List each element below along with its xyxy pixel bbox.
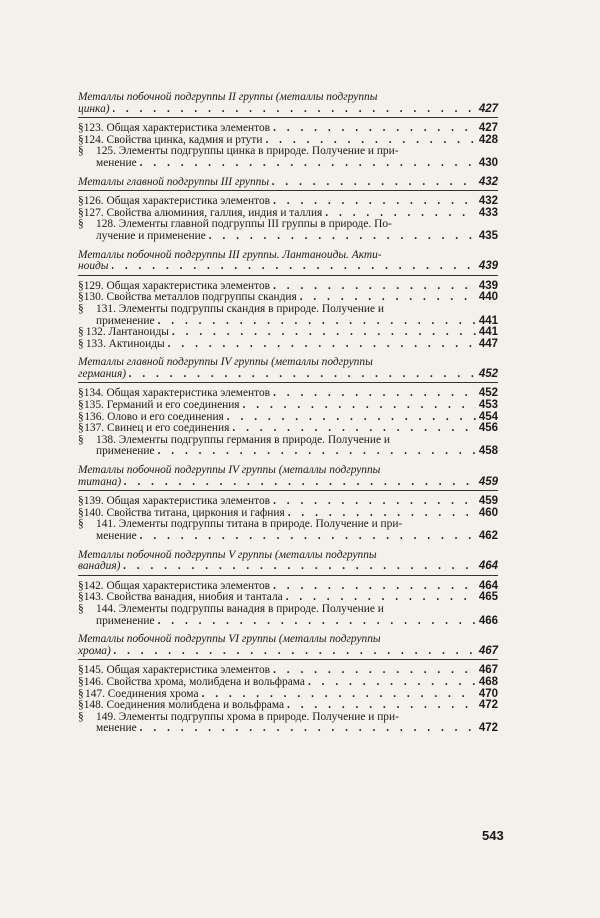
section-title: Металлы побочной подгруппы VI группы (металлы подгруппы [78, 633, 381, 646]
section-header [78, 634, 498, 660]
section-sign: § [78, 433, 84, 446]
page-ref: 432 [478, 175, 498, 188]
page-ref: 470 [478, 687, 498, 700]
entry-title-text: 138. Элементы подгруппы германия в природе. Получение и [96, 433, 391, 446]
dot-leader [158, 616, 476, 628]
dot-leader [273, 281, 476, 293]
entry-title: 129. Общая характеристика элементов [83, 279, 271, 292]
toc-line [78, 231, 498, 243]
section-sign: § [78, 518, 84, 531]
page-ref: 430 [478, 156, 498, 169]
section-title: титана) [78, 475, 122, 488]
section-title: Металлы побочной подгруппы IV группы (металлы подгруппы [78, 464, 381, 477]
page-ref: 459 [478, 475, 498, 488]
page-ref: 427 [478, 122, 498, 135]
dot-leader [272, 177, 476, 189]
page-ref: 440 [478, 291, 498, 304]
page-ref: 458 [478, 445, 498, 458]
section-sign: § [78, 591, 84, 604]
page-ref: 462 [478, 530, 498, 542]
page-ref: 467 [478, 644, 498, 657]
section-sign: § [78, 675, 84, 688]
page-ref: 435 [478, 229, 498, 242]
section-title: Металлы побочной подгруппы III группы. Лантаноиды. Акти- [78, 248, 382, 261]
toc-section [78, 357, 498, 458]
entry-title: 124. Свойства цинка, кадмия и ртути [83, 133, 263, 146]
entry-title: менение [96, 530, 137, 542]
entry-title [78, 604, 498, 616]
toc-entry [78, 519, 498, 542]
entry-title-text: 149. Элементы подгруппы хрома в природе. Получение и при- [96, 710, 399, 723]
section-sign: § [78, 710, 84, 723]
entry-title: лучение и применение [96, 229, 206, 242]
page-ref: 439 [478, 279, 498, 292]
entry-title: 139. Общая характеристика элементов [83, 495, 271, 508]
toc-entry [78, 219, 498, 242]
page-ref: 441 [478, 326, 498, 339]
page-ref: 459 [478, 495, 498, 508]
dot-leader [140, 158, 476, 170]
entry-title-text: 131. Элементы подгруппы скандия в природе. Получение и [96, 302, 384, 315]
section-sign: § [78, 206, 84, 219]
entry-title: менение [96, 722, 137, 735]
section-sign: § [78, 279, 84, 292]
toc-line [78, 477, 498, 489]
page-ref: 433 [478, 206, 498, 219]
dot-leader [114, 646, 476, 658]
section-sign: § [78, 145, 84, 158]
page-ref: 428 [478, 133, 498, 146]
entry-title: 127. Свойства алюминия, галлия, индия и таллия [83, 206, 323, 219]
section-sign: § [78, 195, 84, 208]
section-sign: § [78, 122, 84, 135]
entry-title: 130. Свойства металлов подгруппы скандия [83, 291, 297, 304]
section-sign: § [78, 291, 84, 304]
entry-title: 137. Свинец и его соединения [84, 422, 230, 435]
section-sign: § [78, 664, 84, 677]
section-sign: § [78, 687, 84, 700]
entry-title [78, 519, 498, 531]
toc-line [78, 104, 498, 116]
section-sign: § [78, 410, 84, 423]
section-sign: § [78, 579, 84, 592]
page-ref: 472 [478, 699, 498, 712]
toc-section [78, 177, 498, 243]
entry-title: 146. Свойства хрома, молибдена и вольфрама [83, 675, 305, 688]
dot-leader [158, 446, 476, 458]
toc-section [78, 465, 498, 543]
dot-leader [273, 496, 476, 508]
dot-leader [112, 261, 476, 273]
dot-leader [273, 123, 476, 135]
dot-leader [273, 196, 476, 208]
section-header [78, 250, 498, 276]
toc-line [78, 339, 498, 351]
toc-line [78, 561, 498, 573]
toc-section [78, 550, 498, 628]
entry-title: 134. Общая характеристика элементов [83, 387, 271, 400]
page-ref: 467 [478, 664, 498, 677]
dot-leader [140, 723, 476, 735]
page-ref: 464 [478, 579, 498, 592]
toc-entry [78, 339, 498, 351]
section-title: Металлы побочной подгруппы II группы (металлы подгруппы [78, 91, 378, 103]
section-sign: § [78, 133, 84, 146]
toc-line [78, 327, 498, 339]
toc-section [78, 250, 498, 351]
toc-entry [78, 327, 498, 339]
page-ref: 441 [478, 314, 498, 327]
section-sign: § [78, 506, 84, 519]
entry-title: 140. Свойства титана, циркония и гафния [83, 506, 285, 519]
entry-title: 147. Соединения хрома [85, 687, 199, 700]
toc-line [78, 261, 498, 273]
page-ref: 439 [478, 260, 498, 273]
section-title: ванадия) [78, 560, 121, 573]
entry-title-text: 144. Элементы подгруппы ванадия в природе. Получение и [96, 602, 384, 615]
table-of-contents [78, 92, 498, 742]
toc-line [78, 677, 498, 689]
section-title: германия) [78, 367, 127, 380]
toc-entry [78, 304, 498, 327]
page-number: 543 [482, 828, 504, 843]
toc-line [78, 158, 498, 170]
dot-leader [273, 388, 476, 400]
entry-title: менение [96, 156, 137, 169]
entry-title: применение [96, 314, 155, 327]
page-ref: 453 [478, 399, 498, 412]
entry-title-text: 128. Элементы главной подгруппы III группы в природе. По- [96, 218, 392, 231]
entry-title [78, 712, 498, 724]
section-sign: § [78, 422, 84, 435]
section-header [78, 465, 498, 491]
entry-title: 123. Общая характеристика элементов [83, 122, 271, 135]
toc-entry [78, 146, 498, 169]
section-sign: § [78, 399, 84, 412]
page-ref: 452 [478, 387, 498, 400]
section-sign: § [78, 387, 84, 400]
page-ref: 432 [478, 195, 498, 208]
dot-leader [243, 400, 476, 412]
entry-title-text: 125. Элементы подгруппы цинка в природе. Получение и при- [96, 145, 399, 158]
page-ref: 456 [478, 422, 498, 435]
section-title: хрома) [78, 644, 111, 657]
entry-title: 135. Германий и его соединения [83, 399, 240, 412]
section-sign: § [78, 302, 84, 315]
toc-line [78, 616, 498, 628]
page-ref: 460 [478, 506, 498, 519]
dot-leader [113, 104, 476, 116]
entry-title-text: 141. Элементы подгруппы титана в природе. Получение и при- [96, 518, 403, 531]
toc-line [78, 196, 498, 208]
page-ref: 452 [478, 367, 498, 380]
toc-entry [78, 196, 498, 208]
entry-title [78, 304, 498, 316]
dot-leader [172, 327, 476, 339]
entry-title: 136. Олово и его соединения [84, 410, 224, 423]
toc-line [78, 446, 498, 458]
page-ref: 468 [478, 675, 498, 688]
entry-title: 148. Соединения молибдена и вольфрама [83, 699, 285, 712]
section-sign: § [78, 218, 84, 231]
page-ref: 465 [478, 591, 498, 604]
section-sign: § [78, 495, 84, 508]
section-sign: § [78, 602, 84, 615]
toc-entry [78, 604, 498, 627]
section-title: цинка) [78, 102, 110, 115]
dot-leader [140, 531, 476, 543]
toc-line [78, 531, 498, 543]
dot-leader [227, 412, 476, 424]
toc-entry [78, 712, 498, 735]
entry-title: 126. Общая характеристика элементов [83, 195, 271, 208]
entry-title: 142. Общая характеристика элементов [83, 579, 271, 592]
toc-line [78, 369, 498, 381]
entry-title: 133. Актиноиды [85, 337, 165, 350]
toc-line [78, 400, 498, 412]
page-ref: 454 [478, 410, 498, 423]
toc-line [78, 646, 498, 658]
section-header [78, 177, 498, 192]
toc-entry [78, 677, 498, 689]
toc-line [78, 177, 498, 189]
section-header [78, 550, 498, 576]
dot-leader [123, 561, 475, 573]
section-title: Металлы главной подгруппы III группы [78, 175, 270, 188]
entry-title: 143. Свойства ванадия, ниобия и тантала [83, 591, 283, 604]
entry-title [78, 146, 498, 158]
section-title: ноиды [78, 260, 109, 273]
section-header [78, 357, 498, 383]
section-title: Металлы главной подгруппы IV группы (металлы подгруппы [78, 356, 373, 369]
entry-title: применение [96, 614, 155, 627]
dot-leader [129, 369, 476, 381]
section-sign: § [78, 699, 84, 712]
dot-leader [168, 339, 476, 351]
toc-section [78, 92, 498, 170]
page-ref: 447 [478, 337, 498, 350]
dot-leader [308, 677, 476, 689]
page-ref: 472 [478, 722, 498, 735]
dot-leader [124, 477, 476, 489]
section-header [78, 92, 498, 118]
dot-leader [158, 316, 476, 328]
dot-leader [273, 581, 476, 593]
dot-leader [209, 231, 476, 243]
toc-entry [78, 400, 498, 412]
page-ref: 464 [478, 560, 498, 573]
entry-title: 145. Общая характеристика элементов [83, 664, 271, 677]
page-ref: 427 [478, 102, 498, 115]
entry-title: применение [96, 445, 155, 458]
section-title: Металлы побочной подгруппы V группы (металлы подгруппы [78, 548, 377, 561]
section-sign: § [78, 326, 84, 339]
page-ref: 466 [478, 614, 498, 627]
entry-title: 132. Лантаноиды [85, 326, 169, 339]
toc-line [78, 723, 498, 735]
toc-entry [78, 435, 498, 458]
toc-section [78, 634, 498, 735]
section-sign: § [78, 337, 84, 350]
